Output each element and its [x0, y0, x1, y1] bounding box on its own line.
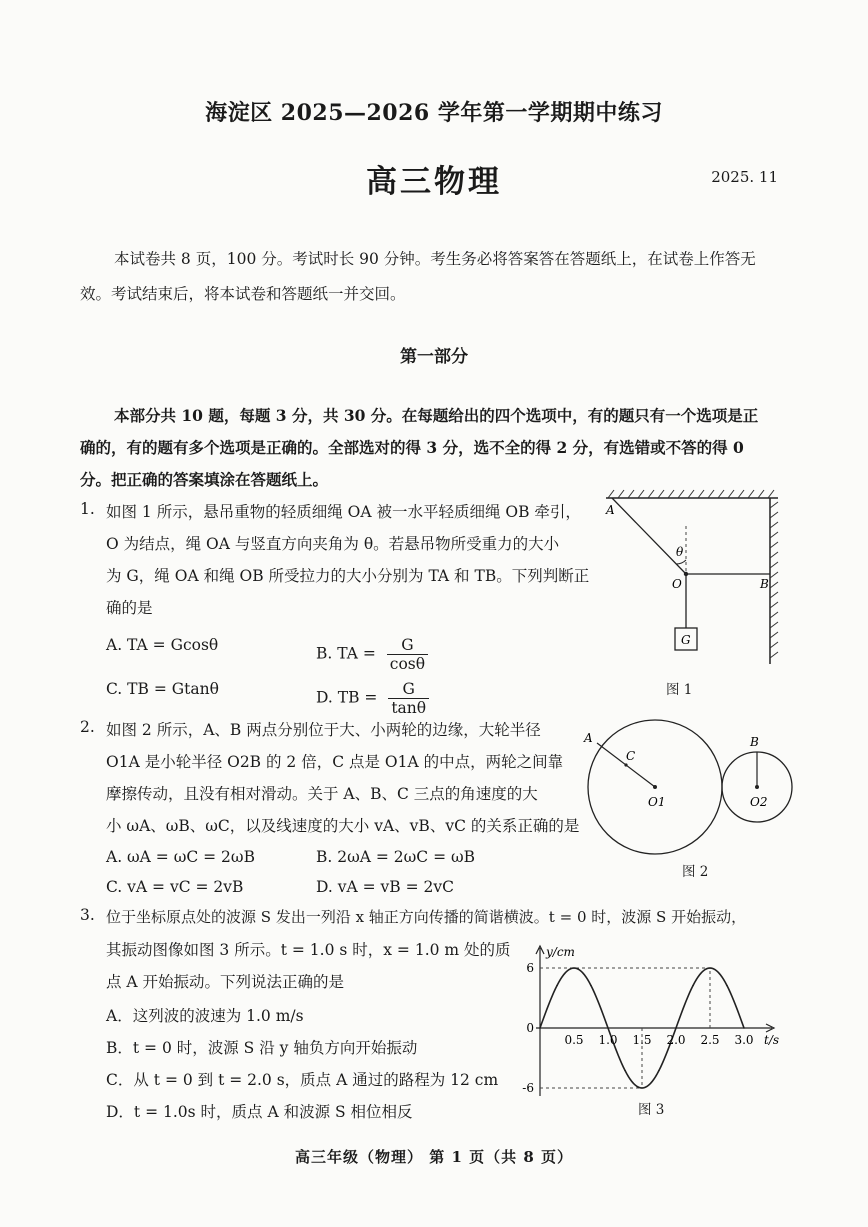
data-point	[658, 1070, 660, 1072]
y-tick-label: 0	[526, 1021, 534, 1035]
question-text-line: O 为结点，绳 OA 与竖直方向夹角为 θ。若悬吊物所受重力的大小	[106, 535, 560, 553]
label-b: B	[760, 577, 769, 591]
wall-hatch	[770, 502, 778, 658]
x-tick-label: 0.5	[564, 1033, 584, 1047]
question-text-line: O1A 是小轮半径 O2B 的 2 倍，C 点是 O1A 的中点，两轮之间靠	[106, 753, 564, 771]
option-a: A．这列波的波速为 1.0 m/s	[106, 1007, 304, 1025]
part-heading: 第一部分	[400, 347, 468, 367]
part-intro-line-3: 分。把正确的答案填涂在答题纸上。	[80, 470, 329, 489]
figure-3-chart	[510, 940, 790, 1100]
figure-2-caption: 图 2	[682, 864, 709, 880]
option-d-prefix: D. TB =	[316, 688, 378, 707]
x-tick-label: 2.0	[666, 1033, 686, 1047]
x-tick-label: 1.5	[632, 1033, 652, 1047]
data-point	[726, 985, 728, 987]
fraction-numerator: G	[387, 636, 428, 655]
y-tick-label: 6	[526, 961, 534, 975]
question-text-line: 其振动图像如图 3 所示。t = 1.0 s 时，x = 1.0 m 处的质	[106, 941, 511, 959]
fraction-numerator: G	[388, 680, 429, 699]
subject-title: 高三物理	[366, 164, 502, 200]
x-axis-label: t/s	[764, 1033, 780, 1047]
question-text-line: 摩擦传动，且没有相对滑动。关于 A、B、C 三点的角速度的大	[106, 785, 538, 803]
data-point	[709, 967, 711, 969]
option-d	[316, 680, 429, 717]
fraction	[388, 680, 429, 717]
knot-o	[684, 572, 688, 576]
label-o: O	[672, 577, 682, 591]
label-b: B	[750, 735, 759, 749]
instructions-line-2: 效。考试结束后，将本试卷和答题纸一并交回。	[80, 285, 406, 303]
figure-1	[598, 486, 788, 706]
question-number: 3.	[80, 906, 95, 924]
option-b-prefix: B. TA =	[316, 644, 376, 663]
option-a: A. TA = Gcosθ	[106, 636, 219, 654]
question-number: 2.	[80, 718, 95, 736]
label-a: A	[584, 731, 593, 745]
y-tick-label: -6	[522, 1081, 534, 1095]
figure-3-caption: 图 3	[638, 1102, 665, 1118]
instructions-line-1: 本试卷共 8 页，100 分。考试时长 90 分钟。考生务必将答案答在答题纸上，在试卷上作答无	[114, 250, 756, 268]
data-point	[624, 1070, 626, 1072]
fraction	[387, 636, 428, 673]
question-number: 1.	[80, 500, 95, 518]
label-g: G	[681, 633, 691, 647]
option-b: B. 2ωA = 2ωC = ωB	[316, 848, 476, 866]
data-point	[556, 985, 558, 987]
point-c	[624, 763, 627, 766]
question-text-line: 如图 1 所示，悬吊重物的轻质细绳 OA 被一水平轻质细绳 OB 牵引，	[106, 503, 581, 521]
ceiling-hatch	[608, 490, 774, 498]
label-a: A	[606, 503, 615, 517]
option-b	[316, 636, 428, 673]
label-c: C	[626, 749, 636, 763]
label-o2: O2	[750, 795, 768, 809]
data-point	[675, 1027, 677, 1029]
option-c: C．从 t = 0 到 t = 2.0 s，质点 A 通过的路程为 12 cm	[106, 1071, 499, 1089]
option-b: B．t = 0 时，波源 S 沿 y 轴负方向开始振动	[106, 1039, 418, 1057]
x-tick-label: 1.0	[598, 1033, 618, 1047]
data-point	[743, 1027, 745, 1029]
question-text-line: 点 A 开始振动。下列说法正确的是	[106, 973, 345, 991]
figure-2	[570, 710, 810, 860]
rope-oa	[612, 498, 686, 574]
part-intro-line-2: 确的，有的题有多个选项是正确的。全部选对的得 3 分，选不全的得 2 分，有选错或不答的得 0	[80, 438, 744, 457]
question-text-line: 小 ωA、ωB、ωC，以及线速度的大小 vA、vB、vC 的关系正确的是	[106, 817, 580, 835]
option-d: D．t = 1.0s 时，质点 A 和波源 S 相位相反	[106, 1103, 413, 1121]
option-c: C. TB = Gtanθ	[106, 680, 219, 698]
figure-1-caption: 图 1	[666, 682, 693, 698]
data-point	[692, 985, 694, 987]
question-text-line: 如图 2 所示，A、B 两点分别位于大、小两轮的边缘，大轮半径	[106, 721, 541, 739]
y-axis-label: y/cm	[546, 945, 575, 959]
data-point	[641, 1087, 643, 1089]
center-o1	[653, 785, 657, 789]
option-d: D. vA = vB = 2vC	[316, 878, 454, 896]
x-tick-label: 3.0	[734, 1033, 754, 1047]
exam-title: 海淀区 2025—2026 学年第一学期期中练习	[205, 100, 663, 126]
question-text-line: 确的是	[106, 599, 153, 617]
part-intro-line-1: 本部分共 10 题，每题 3 分，共 30 分。在每题给出的四个选项中，有的题只有一个选项是正	[114, 406, 759, 425]
label-o1: O1	[648, 795, 666, 809]
data-point	[590, 985, 592, 987]
angle-arc	[676, 560, 686, 564]
label-theta: θ	[676, 545, 684, 559]
fraction-denominator: cosθ	[389, 655, 426, 673]
center-o2	[755, 785, 759, 789]
fraction-denominator: tanθ	[391, 699, 427, 717]
x-tick-label: 2.5	[700, 1033, 720, 1047]
question-text-line: 位于坐标原点处的波源 S 发出一列沿 x 轴正方向传播的简谐横波。t = 0 时，波源 S 开始振动，	[106, 908, 747, 926]
option-c: C. vA = vC = 2vB	[106, 878, 244, 896]
data-point	[539, 1027, 541, 1029]
question-text-line: 为 G，绳 OA 和绳 OB 所受拉力的大小分别为 TA 和 TB。下列判断正	[106, 567, 590, 585]
page-footer: 高三年级（物理） 第 1 页（共 8 页）	[295, 1148, 573, 1166]
data-point	[573, 967, 575, 969]
data-point	[607, 1027, 609, 1029]
exam-date: 2025. 11	[711, 168, 778, 186]
option-a: A. ωA = ωC = 2ωB	[106, 848, 255, 866]
